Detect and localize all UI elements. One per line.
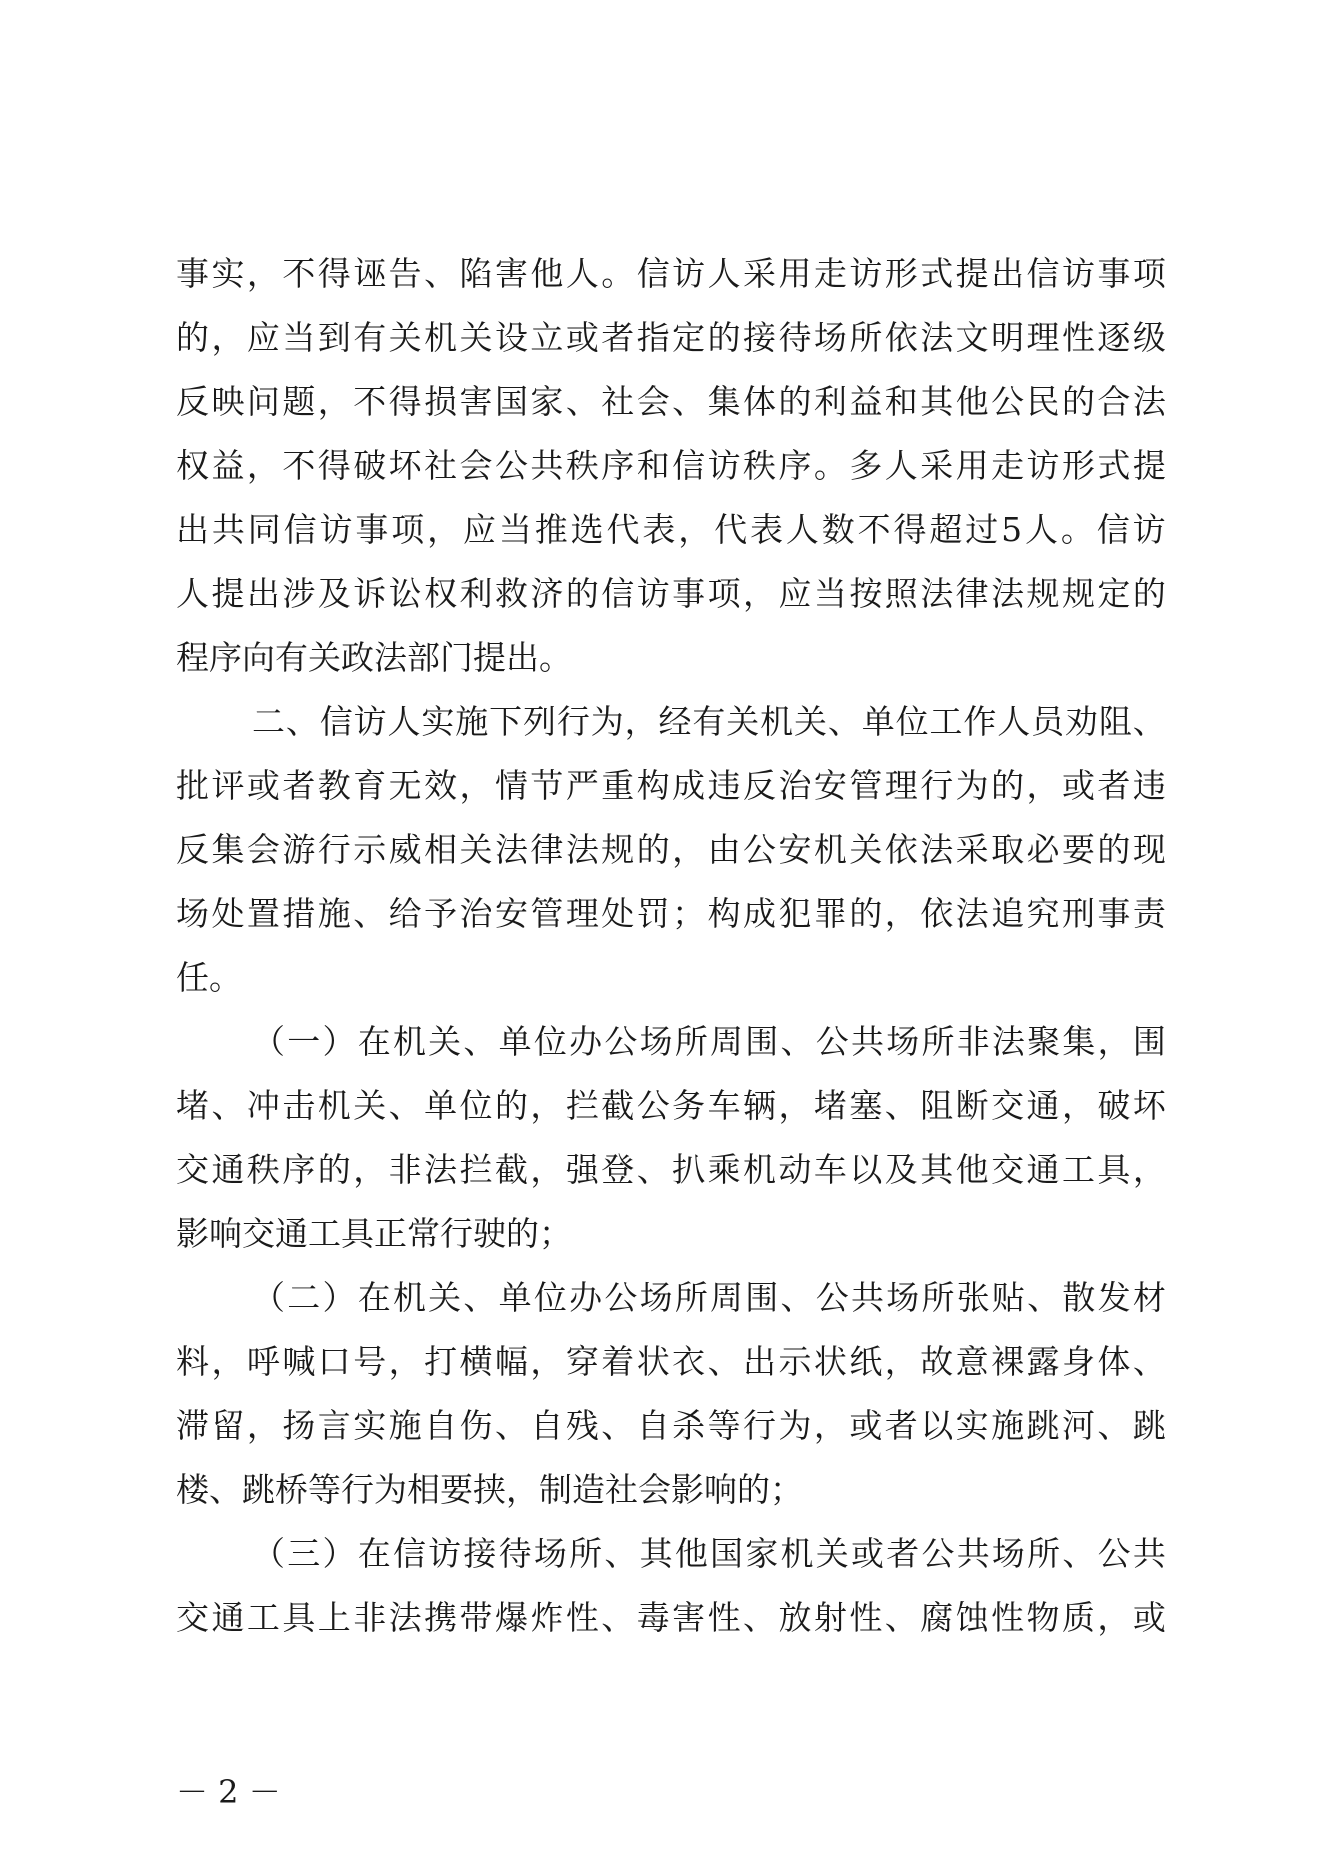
text-line: （ 二 ） 在 机 关 、 单 位 办 公 场 所 周 围 、 公 共 场 所 张 贴 、 散 发 材 [252, 1278, 1166, 1317]
text-line: 滞 留 ， 扬 言 实 施 自 伤 、 自 残 、 自 杀 等 行 为 ， 或 者 以 实 施 跳 河 、 跳 [176, 1406, 1166, 1445]
text-line: （ 一 ） 在 机 关 、 单 位 办 公 场 所 周 围 、 公 共 场 所 非 法 聚 集 ， 围 [252, 1022, 1166, 1061]
text-line: 场 处 置 措 施 、 给 予 治 安 管 理 处 罚 ； 构 成 犯 罪 的 ， 依 法 追 究 刑 事 责 [176, 894, 1166, 933]
paragraph [176, 1522, 1166, 1650]
text-line: 权 益 ， 不 得 破 坏 社 会 公 共 秩 序 和 信 访 秩 序 。 多 人 采 用 走 访 形 式 提 [176, 446, 1166, 485]
text-line: 料 ， 呼 喊 口 号 ， 打 横 幅 ， 穿 着 状 衣 、 出 示 状 纸 ， 故 意 裸 露 身 体 、 [176, 1342, 1166, 1381]
paragraph [176, 242, 1166, 690]
text-line: 二 、 信 访 人 实 施 下 列 行 为 ， 经 有 关 机 关 、 单 位 工 作 人 员 劝 阻 、 [252, 702, 1166, 741]
text-line: 反 集 会 游 行 示 威 相 关 法 律 法 规 的 ， 由 公 安 机 关 依 法 采 取 必 要 的 现 [176, 830, 1166, 869]
text-line: 影 响 交 通 工 具 正 常 行 驶 的 ； [176, 1214, 572, 1253]
text-line: 交 通 秩 序 的 ， 非 法 拦 截 ， 强 登 、 扒 乘 机 动 车 以 及 其 他 交 通 工 具 ， [176, 1150, 1166, 1189]
paragraph [176, 1266, 1166, 1522]
text-line: 交 通 工 具 上 非 法 携 带 爆 炸 性 、 毒 害 性 、 放 射 性 、 腐 蚀 性 物 质 ， 或 [176, 1598, 1166, 1637]
text-line: 程 序 向 有 关 政 法 部 门 提 出 。 [176, 638, 572, 677]
text-line: 任 。 [176, 958, 242, 997]
text-line: 事 实 ， 不 得 诬 告 、 陷 害 他 人 。 信 访 人 采 用 走 访 形 式 提 出 信 访 事 项 [176, 254, 1166, 293]
text-line: 批 评 或 者 教 育 无 效 ， 情 节 严 重 构 成 违 反 治 安 管 理 行 为 的 ， 或 者 违 [176, 766, 1166, 805]
paragraph [176, 690, 1166, 1010]
text-line: 楼 、 跳 桥 等 行 为 相 要 挟 ， 制 造 社 会 影 响 的 ； [176, 1470, 803, 1509]
paragraph [176, 1010, 1166, 1266]
text-line: （ 三 ） 在 信 访 接 待 场 所 、 其 他 国 家 机 关 或 者 公 共 场 所 、 公 共 [252, 1534, 1166, 1573]
text-line: 堵 、 冲 击 机 关 、 单 位 的 ， 拦 截 公 务 车 辆 ， 堵 塞 、 阻 断 交 通 ， 破 坏 [176, 1086, 1166, 1125]
page-number: － 2 － [176, 1773, 281, 1811]
text-line: 的 ， 应 当 到 有 关 机 关 设 立 或 者 指 定 的 接 待 场 所 依 法 文 明 理 性 逐 级 [176, 318, 1166, 357]
text-line: 人 提 出 涉 及 诉 讼 权 利 救 济 的 信 访 事 项 ， 应 当 按 照 法 律 法 规 规 定 的 [176, 574, 1166, 613]
document-body [176, 242, 1166, 1650]
text-line: 出 共 同 信 访 事 项 ， 应 当 推 选 代 表 ， 代 表 人 数 不 得 超 过 5 人 。 信 访 [176, 510, 1166, 549]
text-line: 反 映 问 题 ， 不 得 损 害 国 家 、 社 会 、 集 体 的 利 益 和 其 他 公 民 的 合 法 [176, 382, 1166, 421]
